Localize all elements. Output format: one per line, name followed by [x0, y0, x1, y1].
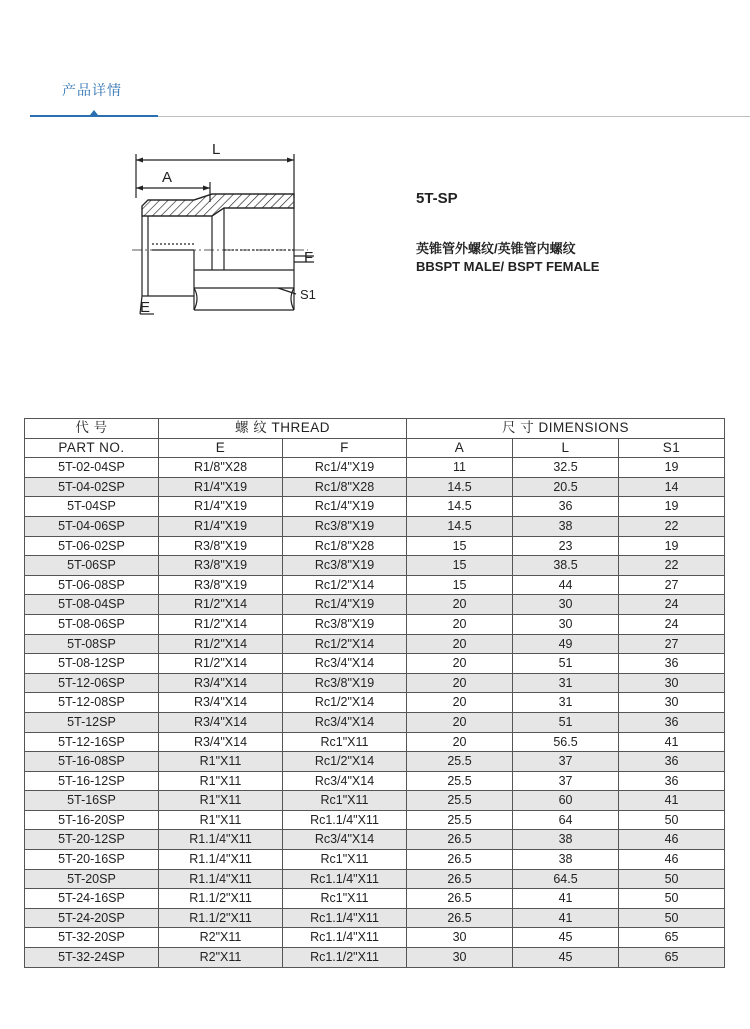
cell-thread-f: Rc3/8"X19: [283, 614, 407, 634]
cell-dim-s1: 46: [619, 830, 725, 850]
header-col-f: F: [283, 438, 407, 458]
cell-thread-f: Rc3/4"X14: [283, 654, 407, 674]
cell-dim-a: 20: [407, 732, 513, 752]
cell-thread-f: Rc1.1/4"X11: [283, 928, 407, 948]
cell-part-no: 5T-16-12SP: [25, 771, 159, 791]
cell-thread-e: R1/4"X19: [159, 516, 283, 536]
cell-thread-f: Rc1.1/4"X11: [283, 869, 407, 889]
table-row: [25, 889, 725, 909]
cell-part-no: 5T-12-16SP: [25, 732, 159, 752]
label-S1: S1: [300, 287, 316, 302]
cell-thread-f: Rc1"X11: [283, 732, 407, 752]
cell-dim-s1: 41: [619, 732, 725, 752]
cell-thread-e: R1.1/4"X11: [159, 830, 283, 850]
cell-thread-f: Rc1/2"X14: [283, 575, 407, 595]
cell-thread-f: Rc1"X11: [283, 850, 407, 870]
product-code: 5T-SP: [416, 190, 458, 207]
cell-dim-a: 25.5: [407, 752, 513, 772]
cell-part-no: 5T-12-08SP: [25, 693, 159, 713]
cell-thread-f: Rc1/4"X19: [283, 497, 407, 517]
cell-dim-a: 26.5: [407, 869, 513, 889]
cell-thread-e: R3/8"X19: [159, 575, 283, 595]
cell-dim-a: 14.5: [407, 516, 513, 536]
cell-part-no: 5T-02-04SP: [25, 458, 159, 478]
table-row: [25, 497, 725, 517]
cell-part-no: 5T-32-20SP: [25, 928, 159, 948]
cell-dim-s1: 50: [619, 810, 725, 830]
table-row: [25, 752, 725, 772]
table-row: [25, 634, 725, 654]
cell-dim-s1: 22: [619, 556, 725, 576]
cell-dim-s1: 50: [619, 889, 725, 909]
cell-part-no: 5T-04-02SP: [25, 477, 159, 497]
cell-thread-e: R3/4"X14: [159, 732, 283, 752]
cell-part-no: 5T-20-12SP: [25, 830, 159, 850]
cell-thread-e: R1"X11: [159, 810, 283, 830]
cell-dim-s1: 19: [619, 458, 725, 478]
cell-dim-a: 20: [407, 712, 513, 732]
label-A: A: [162, 169, 173, 186]
label-E: E: [140, 299, 151, 316]
table-row: [25, 948, 725, 968]
table-row: [25, 791, 725, 811]
cell-dim-s1: 65: [619, 928, 725, 948]
cell-dim-a: 20: [407, 614, 513, 634]
cell-dim-l: 30: [513, 595, 619, 615]
table-row: [25, 516, 725, 536]
table-row: [25, 575, 725, 595]
cell-dim-l: 38: [513, 830, 619, 850]
cell-part-no: 5T-24-20SP: [25, 908, 159, 928]
cell-thread-f: Rc1.1/4"X11: [283, 810, 407, 830]
cell-dim-a: 30: [407, 948, 513, 968]
cell-part-no: 5T-08-06SP: [25, 614, 159, 634]
cell-thread-e: R1.1/4"X11: [159, 869, 283, 889]
cell-dim-l: 20.5: [513, 477, 619, 497]
table-row: [25, 673, 725, 693]
cell-dim-l: 36: [513, 497, 619, 517]
cell-dim-a: 25.5: [407, 771, 513, 791]
cell-dim-s1: 36: [619, 654, 725, 674]
cell-dim-s1: 24: [619, 614, 725, 634]
fitting-drawing: [128, 138, 328, 323]
cell-dim-l: 64.5: [513, 869, 619, 889]
cell-dim-a: 26.5: [407, 908, 513, 928]
cell-dim-l: 51: [513, 712, 619, 732]
cell-dim-s1: 30: [619, 673, 725, 693]
cell-dim-l: 31: [513, 673, 619, 693]
cell-dim-s1: 41: [619, 791, 725, 811]
cell-dim-l: 38.5: [513, 556, 619, 576]
cell-thread-e: R1/2"X14: [159, 654, 283, 674]
tab-product-details[interactable]: 产品详情: [62, 83, 122, 99]
table-row: [25, 614, 725, 634]
cell-thread-f: Rc1/2"X14: [283, 752, 407, 772]
cell-part-no: 5T-32-24SP: [25, 948, 159, 968]
cell-thread-f: Rc1/4"X19: [283, 595, 407, 615]
cell-thread-f: Rc3/4"X14: [283, 712, 407, 732]
label-F: F: [304, 249, 314, 266]
cell-part-no: 5T-08-12SP: [25, 654, 159, 674]
cell-thread-f: Rc1"X11: [283, 889, 407, 909]
cell-thread-e: R3/4"X14: [159, 712, 283, 732]
cell-thread-f: Rc1.1/4"X11: [283, 908, 407, 928]
cell-dim-a: 15: [407, 575, 513, 595]
tab-active-underline: [30, 115, 158, 117]
cell-part-no: 5T-20-16SP: [25, 850, 159, 870]
header-col-s1: S1: [619, 438, 725, 458]
table-row: [25, 536, 725, 556]
cell-thread-e: R1/2"X14: [159, 614, 283, 634]
cell-dim-s1: 19: [619, 497, 725, 517]
header-col-e: E: [159, 438, 283, 458]
table-row: [25, 830, 725, 850]
cell-thread-e: R1/2"X14: [159, 595, 283, 615]
cell-thread-e: R1/2"X14: [159, 634, 283, 654]
cell-part-no: 5T-06SP: [25, 556, 159, 576]
cell-dim-s1: 27: [619, 575, 725, 595]
cell-thread-f: Rc1/4"X19: [283, 458, 407, 478]
cell-part-no: 5T-16SP: [25, 791, 159, 811]
cell-thread-e: R1.1/4"X11: [159, 850, 283, 870]
cell-dim-a: 14.5: [407, 477, 513, 497]
cell-thread-e: R2"X11: [159, 928, 283, 948]
cell-dim-s1: 36: [619, 752, 725, 772]
cell-part-no: 5T-16-08SP: [25, 752, 159, 772]
cell-thread-f: Rc1/2"X14: [283, 634, 407, 654]
cell-part-no: 5T-16-20SP: [25, 810, 159, 830]
cell-dim-s1: 14: [619, 477, 725, 497]
tab-bar: [0, 0, 750, 120]
header-thread: 螺 纹 THREAD: [159, 419, 407, 439]
cell-dim-s1: 50: [619, 869, 725, 889]
table-row: [25, 908, 725, 928]
cell-thread-e: R1.1/2"X11: [159, 889, 283, 909]
cell-dim-l: 51: [513, 654, 619, 674]
header-col-a: A: [407, 438, 513, 458]
cell-dim-a: 14.5: [407, 497, 513, 517]
cell-dim-l: 23: [513, 536, 619, 556]
cell-dim-l: 37: [513, 752, 619, 772]
table-row: [25, 928, 725, 948]
cell-part-no: 5T-08SP: [25, 634, 159, 654]
cell-part-no: 5T-12SP: [25, 712, 159, 732]
cell-thread-e: R1"X11: [159, 752, 283, 772]
cell-thread-f: Rc3/8"X19: [283, 556, 407, 576]
cell-dim-s1: 30: [619, 693, 725, 713]
cell-dim-s1: 22: [619, 516, 725, 536]
table-row: [25, 693, 725, 713]
cell-dim-l: 56.5: [513, 732, 619, 752]
cell-thread-f: Rc3/8"X19: [283, 516, 407, 536]
cell-dim-l: 44: [513, 575, 619, 595]
cell-thread-f: Rc1/8"X28: [283, 477, 407, 497]
cell-dim-s1: 50: [619, 908, 725, 928]
cell-part-no: 5T-08-04SP: [25, 595, 159, 615]
cell-dim-l: 45: [513, 948, 619, 968]
cell-dim-a: 20: [407, 634, 513, 654]
cell-dim-a: 11: [407, 458, 513, 478]
cell-dim-s1: 36: [619, 771, 725, 791]
header-part-cn: 代 号: [25, 419, 159, 439]
cell-dim-l: 41: [513, 889, 619, 909]
table-row: [25, 869, 725, 889]
cell-thread-f: Rc3/4"X14: [283, 771, 407, 791]
table-row: [25, 771, 725, 791]
cell-part-no: 5T-04-06SP: [25, 516, 159, 536]
cell-thread-e: R1/4"X19: [159, 497, 283, 517]
cell-dim-a: 20: [407, 693, 513, 713]
cell-dim-l: 49: [513, 634, 619, 654]
cell-thread-e: R1"X11: [159, 791, 283, 811]
cell-dim-s1: 36: [619, 712, 725, 732]
cell-thread-e: R1/4"X19: [159, 477, 283, 497]
cell-dim-a: 20: [407, 654, 513, 674]
cell-dim-l: 30: [513, 614, 619, 634]
table-row: [25, 477, 725, 497]
cell-dim-a: 26.5: [407, 830, 513, 850]
cell-dim-a: 20: [407, 673, 513, 693]
cell-part-no: 5T-24-16SP: [25, 889, 159, 909]
spec-table: [24, 418, 725, 968]
cell-dim-s1: 65: [619, 948, 725, 968]
cell-thread-e: R3/4"X14: [159, 693, 283, 713]
cell-dim-s1: 46: [619, 850, 725, 870]
cell-dim-l: 38: [513, 516, 619, 536]
cell-thread-e: R1/8"X28: [159, 458, 283, 478]
header-col-l: L: [513, 438, 619, 458]
cell-dim-l: 41: [513, 908, 619, 928]
cell-dim-a: 25.5: [407, 810, 513, 830]
cell-part-no: 5T-12-06SP: [25, 673, 159, 693]
cell-dim-l: 60: [513, 791, 619, 811]
header-dimensions: 尺 寸 DIMENSIONS: [407, 419, 725, 439]
cell-thread-f: Rc1/8"X28: [283, 536, 407, 556]
cell-dim-l: 38: [513, 850, 619, 870]
cell-dim-a: 30: [407, 928, 513, 948]
cell-dim-l: 32.5: [513, 458, 619, 478]
table-row: [25, 556, 725, 576]
cell-dim-s1: 19: [619, 536, 725, 556]
table-row: [25, 732, 725, 752]
cell-dim-s1: 27: [619, 634, 725, 654]
cell-dim-l: 31: [513, 693, 619, 713]
product-desc-en: BBSPT MALE/ BSPT FEMALE: [416, 259, 600, 274]
cell-thread-f: Rc1"X11: [283, 791, 407, 811]
cell-dim-a: 20: [407, 595, 513, 615]
cell-thread-e: R1"X11: [159, 771, 283, 791]
tab-caret-icon: [90, 110, 98, 115]
table-row: [25, 810, 725, 830]
cell-part-no: 5T-06-08SP: [25, 575, 159, 595]
cell-thread-e: R3/4"X14: [159, 673, 283, 693]
cell-thread-e: R1.1/2"X11: [159, 908, 283, 928]
table-row: [25, 595, 725, 615]
cell-thread-f: Rc3/4"X14: [283, 830, 407, 850]
cell-thread-f: Rc1/2"X14: [283, 693, 407, 713]
cell-dim-s1: 24: [619, 595, 725, 615]
cell-thread-f: Rc1.1/2"X11: [283, 948, 407, 968]
cell-dim-l: 45: [513, 928, 619, 948]
table-row: [25, 850, 725, 870]
cell-dim-a: 15: [407, 556, 513, 576]
cell-thread-e: R3/8"X19: [159, 556, 283, 576]
cell-part-no: 5T-06-02SP: [25, 536, 159, 556]
cell-dim-a: 26.5: [407, 850, 513, 870]
label-L: L: [212, 141, 221, 158]
cell-dim-a: 15: [407, 536, 513, 556]
table-row: [25, 654, 725, 674]
cell-dim-a: 25.5: [407, 791, 513, 811]
cell-part-no: 5T-04SP: [25, 497, 159, 517]
cell-dim-l: 37: [513, 771, 619, 791]
cell-dim-a: 26.5: [407, 889, 513, 909]
cell-thread-e: R3/8"X19: [159, 536, 283, 556]
cell-dim-l: 64: [513, 810, 619, 830]
cell-thread-f: Rc3/8"X19: [283, 673, 407, 693]
product-desc-cn: 英锥管外螺纹/英锥管内螺纹: [416, 241, 576, 256]
table-row: [25, 458, 725, 478]
table-row: [25, 712, 725, 732]
cell-part-no: 5T-20SP: [25, 869, 159, 889]
cell-thread-e: R2"X11: [159, 948, 283, 968]
spec-table-body: [25, 458, 725, 967]
header-part-en: PART NO.: [25, 438, 159, 458]
